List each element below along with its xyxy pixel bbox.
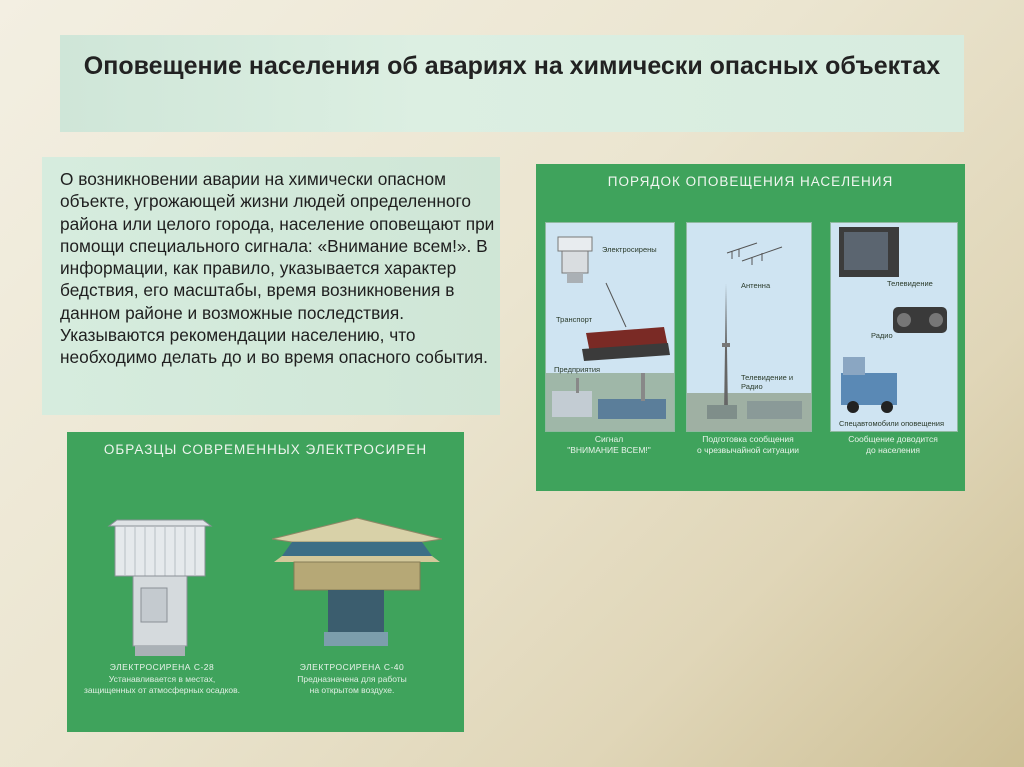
label-antenna: Антенна: [741, 281, 771, 290]
tower-illustration: [687, 223, 811, 431]
notification-order-panel: [536, 164, 965, 491]
label-tv-radio: Телевидение и Радио: [741, 373, 794, 391]
radio-icon: [893, 307, 947, 333]
siren-s28-image: [105, 504, 215, 664]
media-illustration: [831, 223, 957, 431]
info-text: О возникновении аварии на химически опасном объекте, угрожающей жизни людей определенного района или целого города, население оповещают при помощи специального сигнала: «Внимание всем!». В информации, как правило, указывается характер бедствия, его масштабы, время возникновения в данном районе и возможные последствия. Указываются рекомендации населению, что необходимо делать до и во время опасного события.: [60, 169, 495, 368]
info-text-box: [42, 157, 500, 415]
caption-delivery: Сообщение доводится до населения: [848, 434, 938, 455]
siren-icon: [558, 237, 592, 283]
title-band: [60, 35, 964, 132]
sirens-panel-title: ОБРАЗЦЫ СОВРЕМЕННЫХ ЭЛЕКТРОСИРЕН: [103, 442, 428, 457]
label-transport: Транспорт: [556, 315, 593, 324]
signal-card: [545, 222, 675, 432]
sirens-panel: [67, 432, 464, 732]
label-radio: Радио: [871, 331, 893, 340]
label-sirens: Электросирены: [602, 245, 657, 254]
siren-s28-name: ЭЛЕКТРОСИРЕНА С-28: [109, 662, 215, 672]
label-vehicles: Спецавтомобили оповещения: [839, 419, 945, 428]
vehicle-icon: [841, 357, 897, 413]
siren-s40-image: [272, 504, 442, 664]
train-icon: [582, 283, 670, 361]
siren-s28-desc: Устанавливается в местах, защищенных от атмосферных осадков.: [83, 674, 241, 695]
delivery-card: [830, 222, 958, 432]
siren-s40-name: ЭЛЕКТРОСИРЕНА С-40: [299, 662, 405, 672]
order-panel-title: ПОРЯДОК ОПОВЕЩЕНИЯ НАСЕЛЕНИЯ: [607, 174, 894, 189]
caption-signal: Сигнал "ВНИМАНИЕ ВСЕМ!": [567, 434, 651, 455]
antenna-icon: [727, 243, 782, 265]
siren-s40-desc: Предназначена для работы на открытом воздухе.: [297, 674, 407, 695]
broadcast-card: [686, 222, 812, 432]
label-television: Телевидение: [887, 279, 933, 288]
signal-illustration: [546, 223, 674, 431]
television-icon: [839, 227, 899, 277]
label-enterprises: Предприятия: [554, 365, 601, 374]
caption-preparation: Подготовка сообщения о чрезвычайной ситуации: [697, 434, 799, 455]
slide-title: Оповещение населения об авариях на химически опасных объектах: [83, 52, 941, 80]
